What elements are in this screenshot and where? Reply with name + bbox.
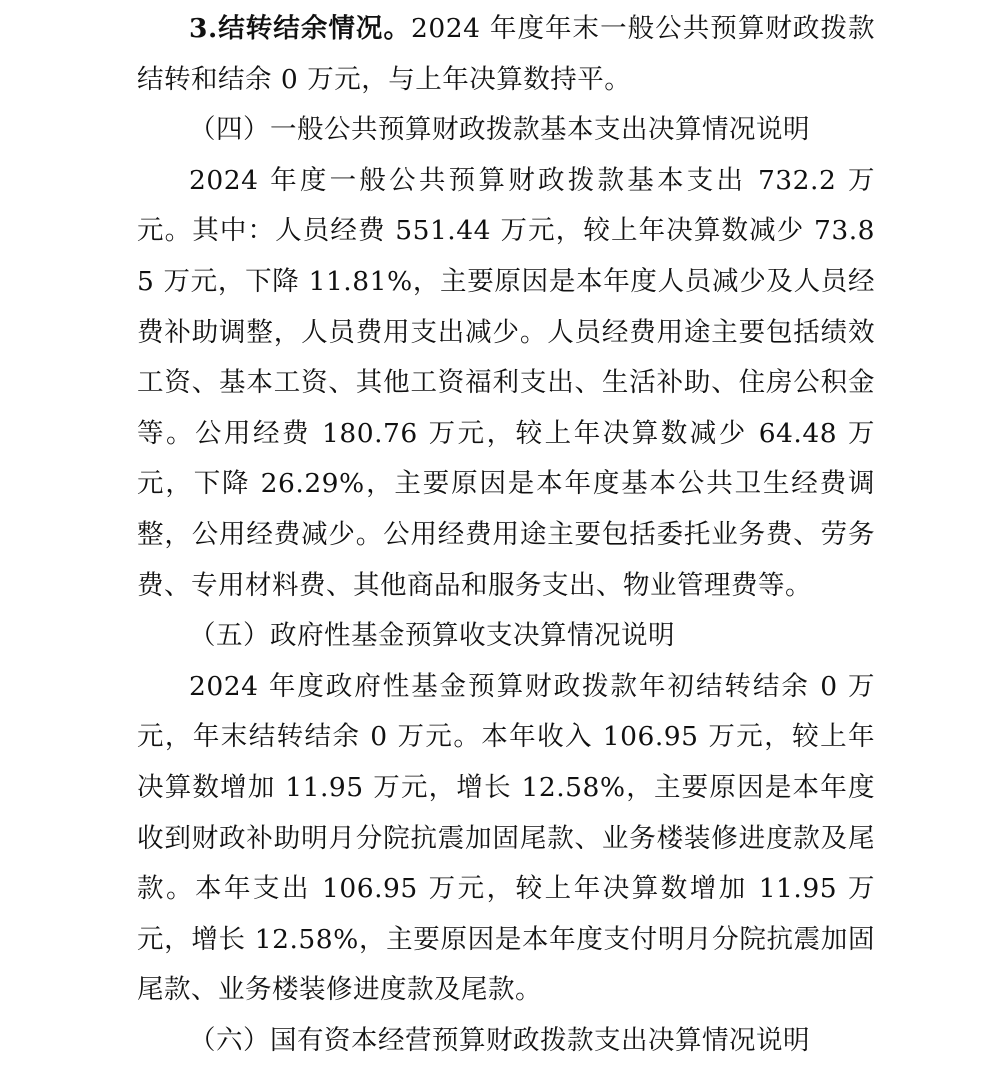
- paragraph-basic-expenditure: 2024 年度一般公共预算财政拨款基本支出 732.2 万元。其中：人员经费 551.44 万元，较上年决算数减少 73.85 万元，下降 11.81%，主要原因是本年度人员减少及人员经费补助调整，人员费用支出减少。人员经费用途主要包括绩效工资、基本工资、其他工资福利支出、生活补助、住房公积金等。公用经费 180.76 万元，较上年决算数减少 64.48 万元，下降 26.29%，主要原因是本年度基本公共卫生经费调整，公用经费减少。公用经费用途主要包括委托业务费、劳务费、专用材料费、其他商品和服务支出、物业管理费等。: [137, 164, 875, 601]
- section-heading-5: （五）政府性基金预算收支决算情况说明: [189, 620, 675, 652]
- paragraph-government-fund: 2024 年度政府性基金预算财政拨款年初结转结余 0 万元，年末结转结余 0 万元。本年收入 106.95 万元，较上年决算数增加 11.95 万元，增长 12.58%，主要原因是本年度收到财政补助明月分院抗震加固尾款、业务楼装修进度款及尾款。本年支出 106.95 万元，较上年决算数增加 11.95 万元，增长 12.58%，主要原因是本年度支付明月分院抗震加固尾款、业务楼装修进度款及尾款。: [137, 670, 875, 1006]
- document-page: [137, 4, 875, 1066]
- section-heading-6: （六）国有资本经营预算财政拨款支出决算情况说明: [189, 1024, 810, 1056]
- paragraph-carryover-body: 2024 年度年末一般公共预算财政拨款结转和结余 0 万元，与上年决算数持平。: [137, 13, 875, 95]
- paragraph-lead-heading: 3.结转结余情况。: [189, 13, 412, 44]
- paragraph-carryover: [137, 4, 875, 105]
- section-heading-4: （四）一般公共预算财政拨款基本支出决算情况说明: [189, 114, 810, 146]
